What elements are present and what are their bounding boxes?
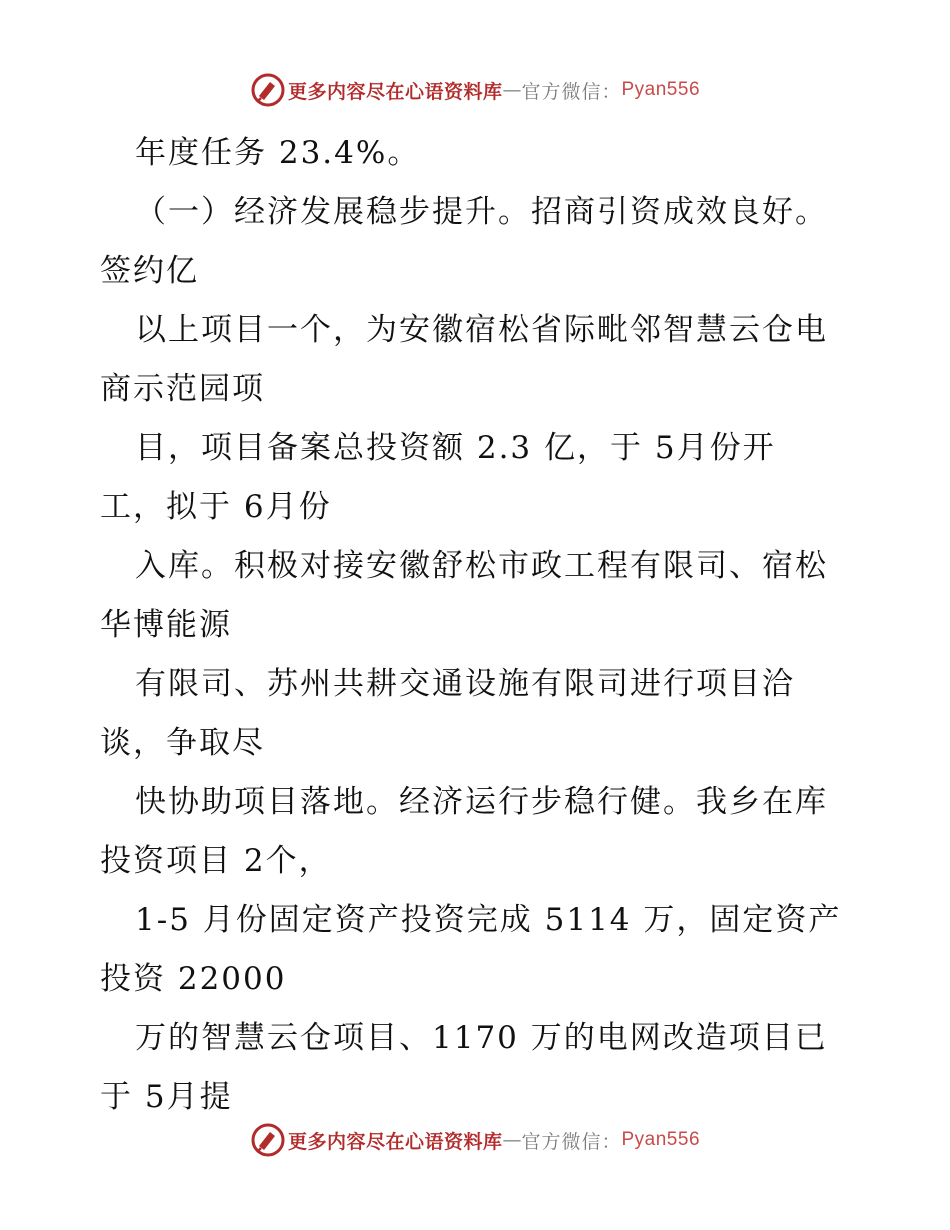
watermark-brand: 更多内容尽在心语资料库	[287, 80, 503, 103]
text-line: 目，项目备案总投资额 2.3 亿，于 5月份开	[135, 430, 776, 466]
watermark-brand: 更多内容尽在心语资料库	[287, 1130, 503, 1153]
text-line: 工，拟于 6月份	[100, 489, 332, 525]
text-line: （一）经济发展稳步提升。招商引资成效良好。	[135, 194, 828, 230]
watermark-wechat-id: Pyan556	[621, 1129, 701, 1150]
watermark-footer	[0, 1120, 950, 1160]
brand-logo-icon	[250, 72, 286, 108]
document-body	[100, 124, 860, 1127]
text-line: 华博能源	[100, 607, 232, 643]
watermark-dash: —	[502, 1129, 522, 1151]
text-line: 年度任务 23.4%。	[135, 135, 421, 171]
text-line: 快协助项目落地。经济运行步稳行健。我乡在库	[135, 784, 828, 820]
text-line: 签约亿	[100, 253, 199, 289]
watermark-header	[0, 70, 950, 110]
watermark-label: 官方微信：	[521, 1130, 622, 1153]
brand-logo-icon	[250, 1122, 286, 1158]
watermark-dash: —	[502, 79, 522, 101]
text-line: 万的智慧云仓项目、1170 万的电网改造项目已	[135, 1020, 828, 1056]
text-line: 有限司、苏州共耕交通设施有限司进行项目洽	[135, 666, 795, 702]
text-line: 投资 22000	[100, 961, 287, 997]
watermark-label: 官方微信：	[521, 80, 622, 103]
text-line: 以上项目一个，为安徽宿松省际毗邻智慧云仓电	[135, 312, 828, 348]
text-line: 于 5月提	[100, 1079, 233, 1115]
text-line: 1-5 月份固定资产投资完成 5114 万，固定资产	[135, 902, 842, 938]
text-line: 投资项目 2个，	[100, 843, 332, 879]
text-line: 入库。积极对接安徽舒松市政工程有限司、宿松	[135, 548, 828, 584]
text-line: 商示范园项	[100, 371, 265, 407]
watermark-wechat-id: Pyan556	[621, 79, 701, 100]
text-line: 谈，争取尽	[100, 725, 265, 761]
